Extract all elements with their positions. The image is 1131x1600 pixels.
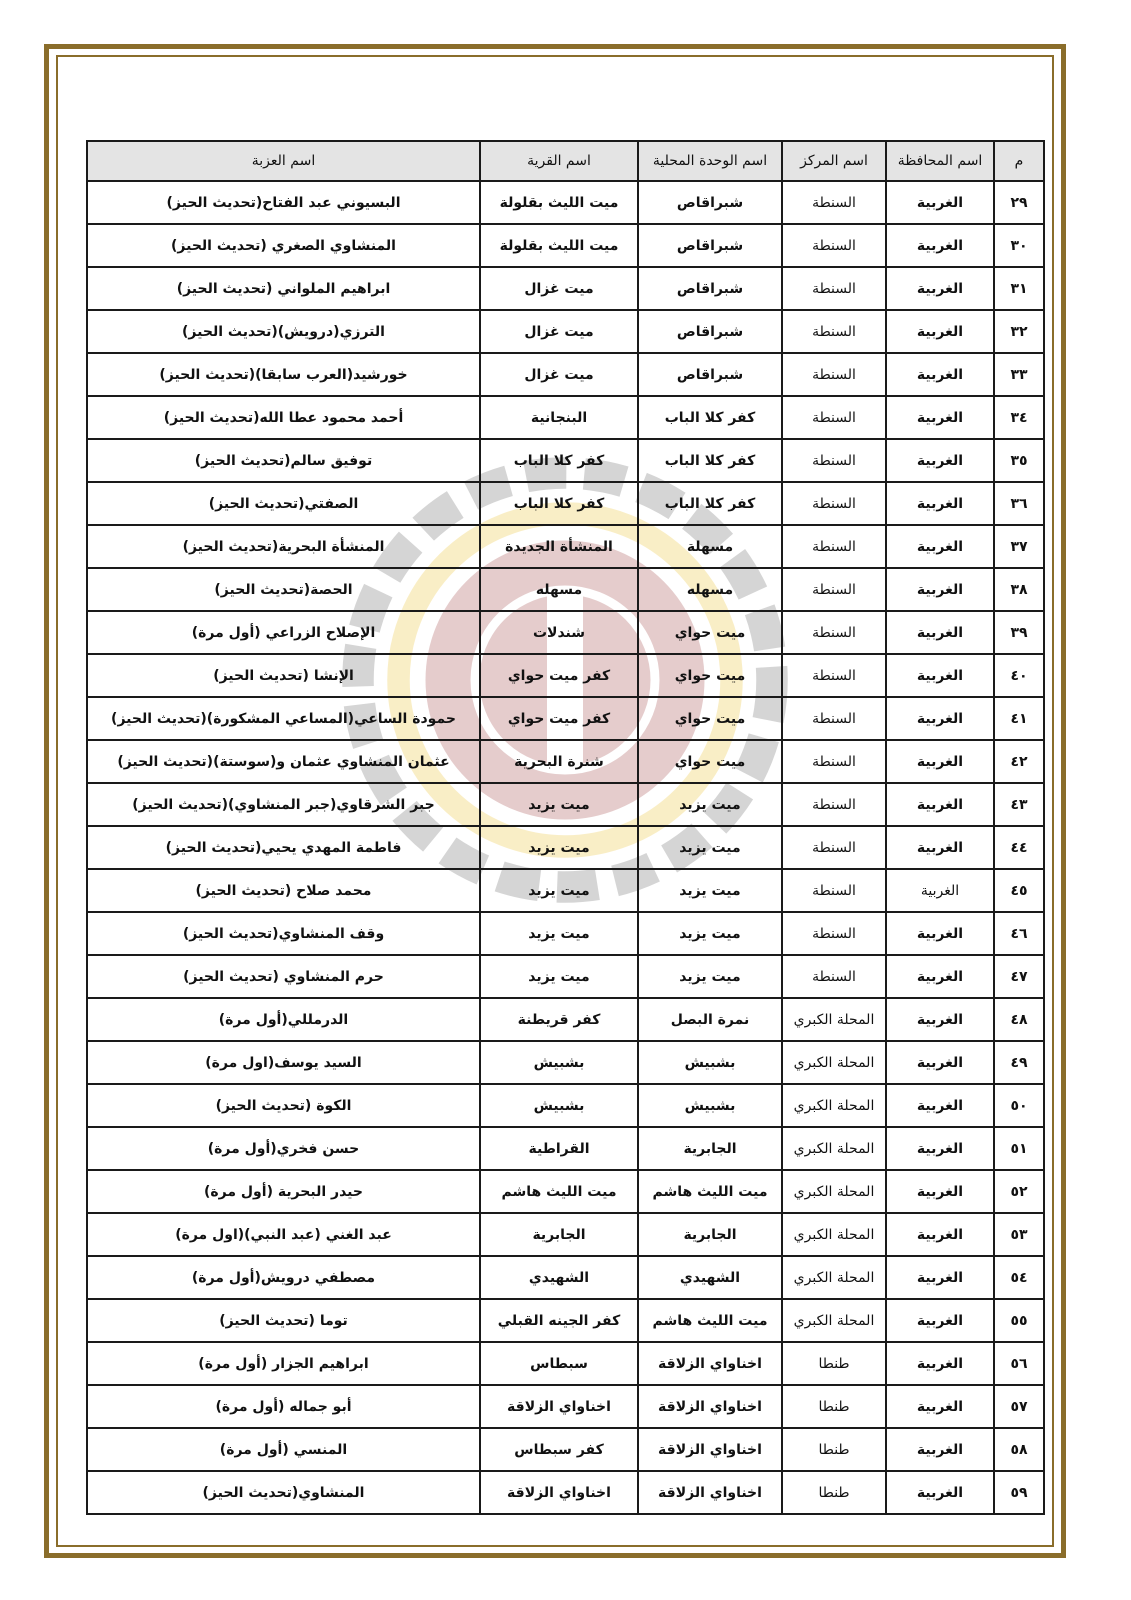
local-unit-cell: كفر كلا الباب — [638, 396, 782, 439]
row-number: ٣٦ — [994, 482, 1044, 525]
governorate-cell: الغربية — [886, 1041, 994, 1084]
table-row — [87, 1256, 1044, 1299]
center-cell: المحلة الكبري — [782, 1170, 886, 1213]
center-cell: المحلة الكبري — [782, 1299, 886, 1342]
governorate-cell: الغربية — [886, 1385, 994, 1428]
hamlet-cell: حسن فخري(أول مرة) — [87, 1127, 480, 1170]
center-cell: طنطا — [782, 1471, 886, 1514]
center-cell: السنطة — [782, 568, 886, 611]
center-cell: المحلة الكبري — [782, 1127, 886, 1170]
table-row — [87, 998, 1044, 1041]
center-cell: المحلة الكبري — [782, 1256, 886, 1299]
center-cell: السنطة — [782, 912, 886, 955]
hamlet-cell: ابراهيم الجزار (أول مرة) — [87, 1342, 480, 1385]
table-row — [87, 697, 1044, 740]
governorate-cell: الغربية — [886, 1170, 994, 1213]
row-number: ٤٤ — [994, 826, 1044, 869]
village-cell: كفر كلا الباب — [480, 482, 638, 525]
hamlet-cell: خورشيد(العرب سابقا)(تحديث الحيز) — [87, 353, 480, 396]
center-cell: طنطا — [782, 1428, 886, 1471]
row-number: ٣٣ — [994, 353, 1044, 396]
hamlet-cell: الترزي(درويش)(تحديث الحيز) — [87, 310, 480, 353]
table-row — [87, 912, 1044, 955]
table-row — [87, 1041, 1044, 1084]
hamlet-cell: الكوة (تحديث الحيز) — [87, 1084, 480, 1127]
center-cell: السنطة — [782, 826, 886, 869]
table-row — [87, 1084, 1044, 1127]
center-cell: السنطة — [782, 525, 886, 568]
row-number: ٤٣ — [994, 783, 1044, 826]
local-unit-cell: نمرة البصل — [638, 998, 782, 1041]
row-number: ٤٠ — [994, 654, 1044, 697]
local-unit-cell: ميت يزيد — [638, 912, 782, 955]
hamlet-cell: توفيق سالم(تحديث الحيز) — [87, 439, 480, 482]
village-cell: كفر الجينه القبلي — [480, 1299, 638, 1342]
local-unit-cell: شبراقاص — [638, 353, 782, 396]
local-unit-cell: ميت حواي — [638, 740, 782, 783]
village-cell: اخناواي الزلاقة — [480, 1471, 638, 1514]
hamlet-cell: فاطمة المهدي يحيي(تحديث الحيز) — [87, 826, 480, 869]
row-number: ٥٠ — [994, 1084, 1044, 1127]
center-cell: السنطة — [782, 869, 886, 912]
center-cell: طنطا — [782, 1342, 886, 1385]
hamlet-cell: المنشأة البحرية(تحديث الحيز) — [87, 525, 480, 568]
row-number: ٤٩ — [994, 1041, 1044, 1084]
table-row — [87, 611, 1044, 654]
center-cell: السنطة — [782, 310, 886, 353]
governorate-cell: الغربية — [886, 912, 994, 955]
village-cell: شندلات — [480, 611, 638, 654]
center-cell: السنطة — [782, 955, 886, 998]
local-unit-cell: كفر كلا الباب — [638, 482, 782, 525]
table-row — [87, 568, 1044, 611]
row-number: ٣١ — [994, 267, 1044, 310]
governorate-cell: الغربية — [886, 1342, 994, 1385]
village-cell: ميت يزيد — [480, 912, 638, 955]
table-row — [87, 1170, 1044, 1213]
row-number: ٤٥ — [994, 869, 1044, 912]
village-cell: الجابرية — [480, 1213, 638, 1256]
hamlet-cell: السيد يوسف(اول مرة) — [87, 1041, 480, 1084]
row-number: ٥٧ — [994, 1385, 1044, 1428]
hamlet-cell: توما (تحديث الحيز) — [87, 1299, 480, 1342]
center-cell: السنطة — [782, 267, 886, 310]
village-cell: سبطاس — [480, 1342, 638, 1385]
local-unit-cell: ميت حواي — [638, 654, 782, 697]
local-unit-cell: مسهلة — [638, 525, 782, 568]
row-number: ٣٧ — [994, 525, 1044, 568]
village-cell: كفر كلا الباب — [480, 439, 638, 482]
table-row — [87, 1428, 1044, 1471]
table-row — [87, 826, 1044, 869]
center-cell: السنطة — [782, 181, 886, 224]
village-cell: ميت غزال — [480, 310, 638, 353]
governorate-cell: الغربية — [886, 611, 994, 654]
local-unit-cell: ميت يزيد — [638, 783, 782, 826]
governorate-cell: الغربية — [886, 1127, 994, 1170]
village-cell: كفر ميت حواي — [480, 697, 638, 740]
table-row — [87, 654, 1044, 697]
table-row — [87, 1213, 1044, 1256]
row-number: ٣٨ — [994, 568, 1044, 611]
hamlet-cell: الصفتي(تحديث الحيز) — [87, 482, 480, 525]
governorate-cell: الغربية — [886, 697, 994, 740]
local-unit-cell: مسهله — [638, 568, 782, 611]
table-row — [87, 396, 1044, 439]
table-row — [87, 310, 1044, 353]
table-row — [87, 353, 1044, 396]
village-cell: مسهله — [480, 568, 638, 611]
village-cell: البنجانية — [480, 396, 638, 439]
local-unit-cell: كفر كلا الباب — [638, 439, 782, 482]
village-cell: بشبيش — [480, 1084, 638, 1127]
hamlet-cell: حمودة الساعي(المساعي المشكورة)(تحديث الحيز) — [87, 697, 480, 740]
local-unit-cell: بشبيش — [638, 1084, 782, 1127]
table-row — [87, 1385, 1044, 1428]
hamlet-cell: أحمد محمود عطا الله(تحديث الحيز) — [87, 396, 480, 439]
table-row — [87, 869, 1044, 912]
local-unit-cell: ميت يزيد — [638, 826, 782, 869]
governorate-cell: الغربية — [886, 267, 994, 310]
table-row — [87, 1299, 1044, 1342]
village-cell: كفر سبطاس — [480, 1428, 638, 1471]
table-row — [87, 525, 1044, 568]
governorate-cell: الغربية — [886, 740, 994, 783]
governorate-cell: الغربية — [886, 1084, 994, 1127]
center-cell: السنطة — [782, 224, 886, 267]
hamlet-cell: وقف المنشاوي(تحديث الحيز) — [87, 912, 480, 955]
row-number: ٣٠ — [994, 224, 1044, 267]
governorate-cell: الغربية — [886, 396, 994, 439]
village-cell: كفر ميت حواي — [480, 654, 638, 697]
row-number: ٥١ — [994, 1127, 1044, 1170]
row-number: ٥٢ — [994, 1170, 1044, 1213]
hamlet-cell: الإصلاح الزراعي (أول مرة) — [87, 611, 480, 654]
table-row — [87, 482, 1044, 525]
local-unit-cell: اخناواي الزلاقة — [638, 1471, 782, 1514]
header-village: اسم القرية — [480, 141, 638, 181]
local-unit-cell: ميت الليث هاشم — [638, 1299, 782, 1342]
row-number: ٥٦ — [994, 1342, 1044, 1385]
local-unit-cell: ميت حواي — [638, 697, 782, 740]
hamlet-cell: المنشاوي(تحديث الحيز) — [87, 1471, 480, 1514]
table-row — [87, 783, 1044, 826]
hamlet-cell: المنشاوي الصغري (تحديث الحيز) — [87, 224, 480, 267]
governorate-cell: الغربية — [886, 181, 994, 224]
village-cell: الشهيدي — [480, 1256, 638, 1299]
row-number: ٥٩ — [994, 1471, 1044, 1514]
hamlet-cell: جبر الشرقاوي(جبر المنشاوي)(تحديث الحيز) — [87, 783, 480, 826]
center-cell: السنطة — [782, 396, 886, 439]
table-row — [87, 740, 1044, 783]
table-row — [87, 1471, 1044, 1514]
governorate-cell: الغربية — [886, 568, 994, 611]
governorate-cell: الغربية — [886, 998, 994, 1041]
governorate-cell: الغربية — [886, 1213, 994, 1256]
village-cell: شنرة البحرية — [480, 740, 638, 783]
local-unit-cell: ميت حواي — [638, 611, 782, 654]
center-cell: السنطة — [782, 740, 886, 783]
local-unit-cell: شبراقاص — [638, 267, 782, 310]
center-cell: السنطة — [782, 697, 886, 740]
local-unit-cell: شبراقاص — [638, 310, 782, 353]
row-number: ٥٣ — [994, 1213, 1044, 1256]
village-cell: ميت الليث هاشم — [480, 1170, 638, 1213]
row-number: ٤٢ — [994, 740, 1044, 783]
row-number: ٥٥ — [994, 1299, 1044, 1342]
local-unit-cell: شبراقاص — [638, 224, 782, 267]
local-unit-cell: الجابرية — [638, 1127, 782, 1170]
table-row — [87, 1342, 1044, 1385]
row-number: ٤٦ — [994, 912, 1044, 955]
hamlets-table — [86, 140, 1045, 1515]
table-body — [87, 181, 1044, 1514]
governorate-cell: الغربية — [886, 1256, 994, 1299]
hamlet-cell: ابراهيم الملواني (تحديث الحيز) — [87, 267, 480, 310]
hamlet-cell: عثمان المنشاوي عثمان و(سوستة)(تحديث الحيز) — [87, 740, 480, 783]
village-cell: ميت غزال — [480, 267, 638, 310]
row-number: ٤١ — [994, 697, 1044, 740]
local-unit-cell: شبراقاص — [638, 181, 782, 224]
table-row — [87, 224, 1044, 267]
table-row — [87, 439, 1044, 482]
table-row — [87, 267, 1044, 310]
local-unit-cell: ميت يزيد — [638, 869, 782, 912]
governorate-cell: الغربية — [886, 310, 994, 353]
table-row — [87, 181, 1044, 224]
row-number: ٤٧ — [994, 955, 1044, 998]
row-number: ٤٨ — [994, 998, 1044, 1041]
governorate-cell: الغربية — [886, 783, 994, 826]
village-cell: ميت يزيد — [480, 955, 638, 998]
governorate-cell: الغربية — [886, 869, 994, 912]
table-row — [87, 1127, 1044, 1170]
header-center: اسم المركز — [782, 141, 886, 181]
header-hamlet: اسم العزبة — [87, 141, 480, 181]
governorate-cell: الغربية — [886, 525, 994, 568]
village-cell: القراطية — [480, 1127, 638, 1170]
row-number: ٥٨ — [994, 1428, 1044, 1471]
local-unit-cell: ميت الليث هاشم — [638, 1170, 782, 1213]
center-cell: المحلة الكبري — [782, 998, 886, 1041]
row-number: ٥٤ — [994, 1256, 1044, 1299]
hamlet-cell: الإنشا (تحديث الحيز) — [87, 654, 480, 697]
center-cell: المحلة الكبري — [782, 1084, 886, 1127]
village-cell: بشبيش — [480, 1041, 638, 1084]
governorate-cell: الغربية — [886, 353, 994, 396]
hamlet-cell: الحصة(تحديث الحيز) — [87, 568, 480, 611]
governorate-cell: الغربية — [886, 955, 994, 998]
local-unit-cell: اخناواي الزلاقة — [638, 1342, 782, 1385]
hamlet-cell: مصطفي درويش(أول مرة) — [87, 1256, 480, 1299]
hamlet-cell: الدرمللي(أول مرة) — [87, 998, 480, 1041]
hamlet-cell: حيدر البحرية (أول مرة) — [87, 1170, 480, 1213]
center-cell: السنطة — [782, 654, 886, 697]
header-local-unit: اسم الوحدة المحلية — [638, 141, 782, 181]
village-cell: ميت يزيد — [480, 783, 638, 826]
village-cell: اخناواي الزلاقة — [480, 1385, 638, 1428]
local-unit-cell: اخناواي الزلاقة — [638, 1385, 782, 1428]
hamlet-cell: عبد الغني (عبد النبي)(اول مرة) — [87, 1213, 480, 1256]
center-cell: طنطا — [782, 1385, 886, 1428]
row-number: ٣٤ — [994, 396, 1044, 439]
table-header-row — [87, 141, 1044, 181]
governorate-cell: الغربية — [886, 826, 994, 869]
center-cell: السنطة — [782, 783, 886, 826]
hamlet-cell: حرم المنشاوي (تحديث الحيز) — [87, 955, 480, 998]
village-cell: ميت الليث بقلولة — [480, 181, 638, 224]
row-number: ٣٥ — [994, 439, 1044, 482]
village-cell: ميت غزال — [480, 353, 638, 396]
hamlet-cell: أبو جماله (أول مرة) — [87, 1385, 480, 1428]
header-num: م — [994, 141, 1044, 181]
local-unit-cell: الشهيدي — [638, 1256, 782, 1299]
village-cell: المنشأة الجديدة — [480, 525, 638, 568]
local-unit-cell: الجابرية — [638, 1213, 782, 1256]
governorate-cell: الغربية — [886, 439, 994, 482]
center-cell: السنطة — [782, 482, 886, 525]
row-number: ٣٩ — [994, 611, 1044, 654]
village-cell: كفر قريطنة — [480, 998, 638, 1041]
governorate-cell: الغربية — [886, 482, 994, 525]
center-cell: السنطة — [782, 439, 886, 482]
center-cell: السنطة — [782, 353, 886, 396]
row-number: ٣٢ — [994, 310, 1044, 353]
governorate-cell: الغربية — [886, 1428, 994, 1471]
hamlet-cell: المنسي (أول مرة) — [87, 1428, 480, 1471]
governorate-cell: الغربية — [886, 654, 994, 697]
center-cell: المحلة الكبري — [782, 1041, 886, 1084]
village-cell: ميت يزيد — [480, 826, 638, 869]
village-cell: ميت يزيد — [480, 869, 638, 912]
center-cell: السنطة — [782, 611, 886, 654]
center-cell: المحلة الكبري — [782, 1213, 886, 1256]
row-number: ٢٩ — [994, 181, 1044, 224]
governorate-cell: الغربية — [886, 1471, 994, 1514]
governorate-cell: الغربية — [886, 1299, 994, 1342]
hamlet-cell: البسيوني عبد الفتاح(تحديث الحيز) — [87, 181, 480, 224]
governorate-cell: الغربية — [886, 224, 994, 267]
hamlet-cell: محمد صلاح (تحديث الحيز) — [87, 869, 480, 912]
local-unit-cell: بشبيش — [638, 1041, 782, 1084]
local-unit-cell: ميت يزيد — [638, 955, 782, 998]
table-row — [87, 955, 1044, 998]
header-governorate: اسم المحافظة — [886, 141, 994, 181]
local-unit-cell: اخناواي الزلاقة — [638, 1428, 782, 1471]
village-cell: ميت الليث بقلولة — [480, 224, 638, 267]
